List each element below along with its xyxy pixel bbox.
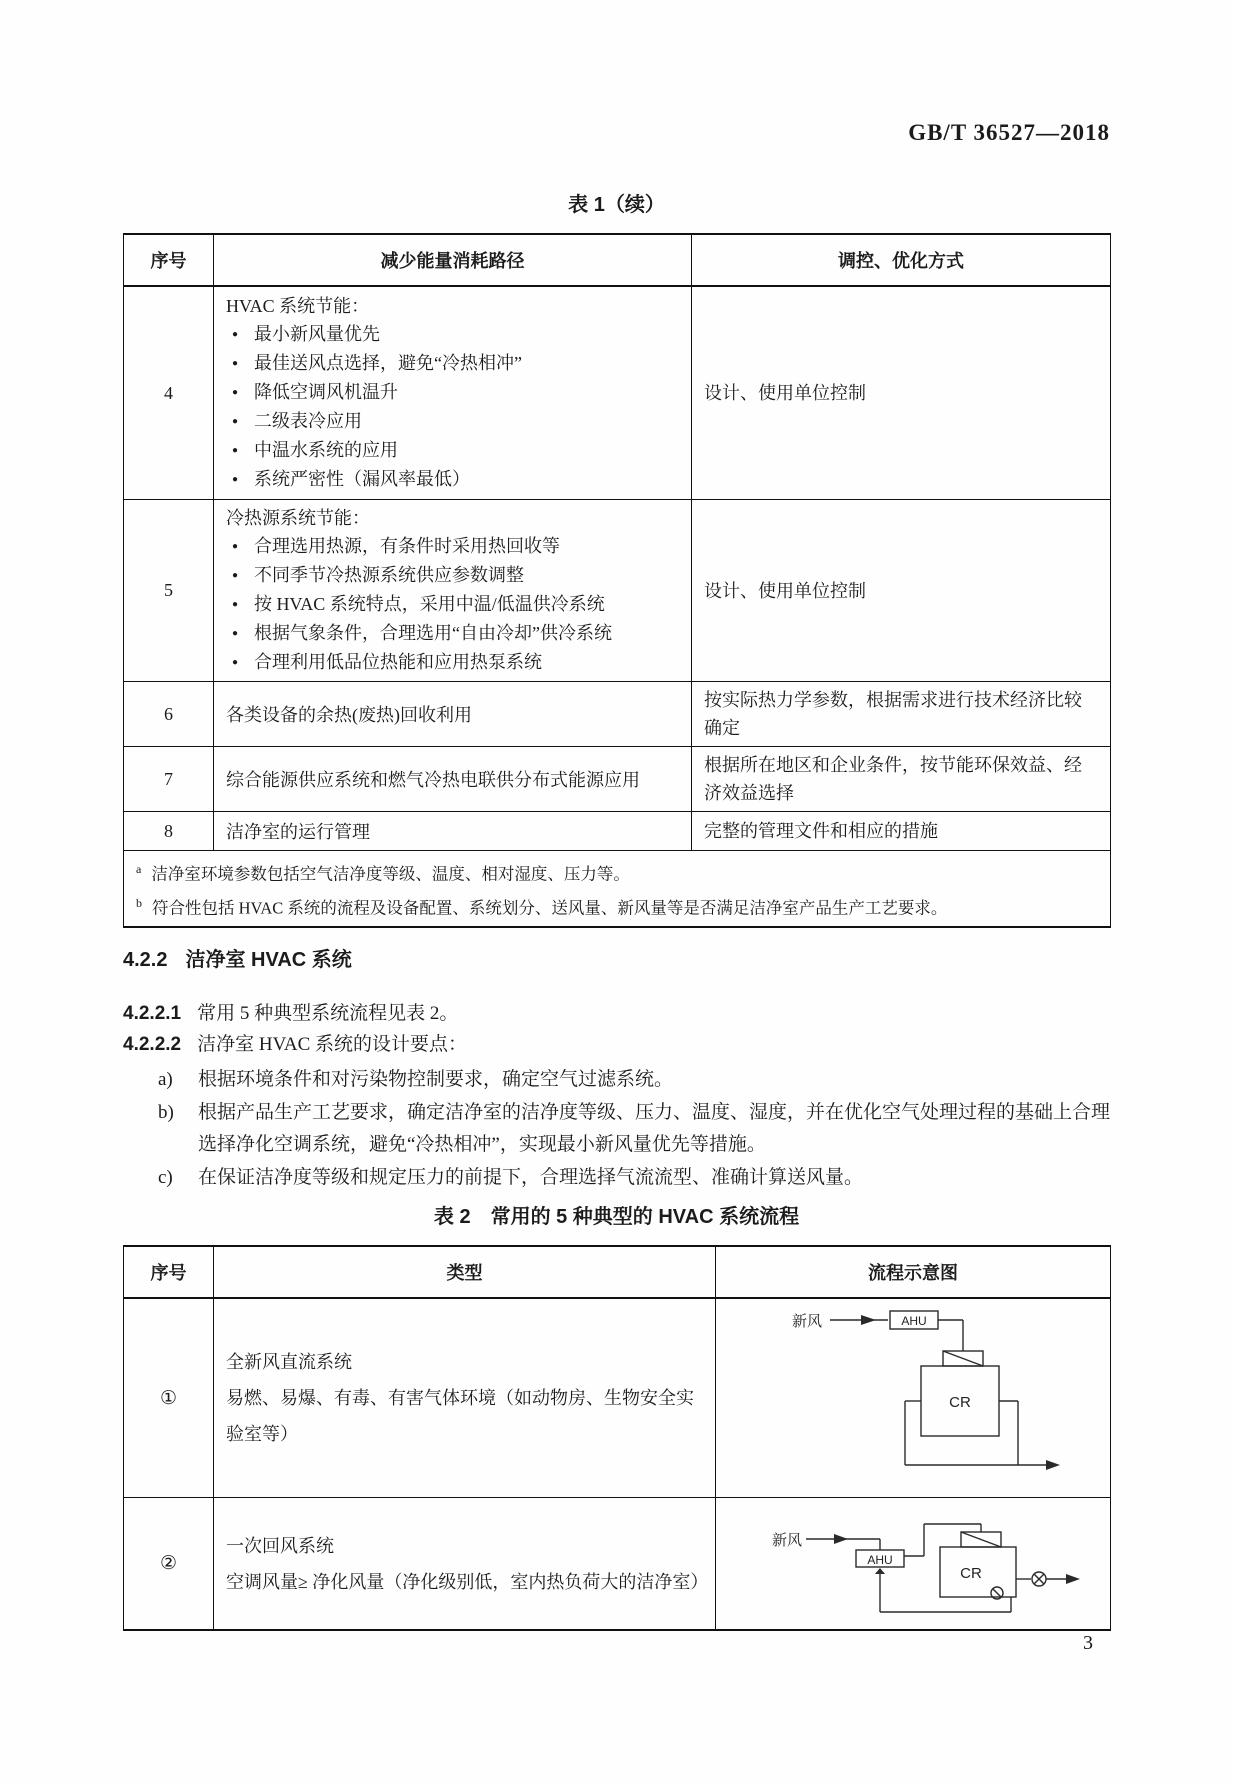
row4-path: [214, 286, 692, 500]
table-row-5: [124, 500, 1111, 682]
t2row2-type-desc: 空调风量≥ 净化风量（净化级别低，室内热负荷大的洁净室）: [226, 1571, 709, 1592]
list-text: 根据产品生产工艺要求，确定洁净室的洁净度等级、压力、温度、湿度，并在优化空气处理过程的基础上合理选择净化空调系统，避免“冷热相冲”，实现最小新风量优先等措施。: [198, 1101, 1111, 1155]
fresh-air-label: 新风: [792, 1313, 823, 1330]
table2-row-1: [124, 1298, 1111, 1498]
bullet-item: ● 系统严密性（漏风率最低）: [226, 465, 679, 494]
bullet-item: ● 最小新风量优先: [226, 320, 679, 349]
table1-continued: [123, 233, 1111, 928]
clause-number: 4.2.2.1: [123, 1003, 182, 1024]
list-item-b: [123, 1097, 1110, 1162]
bullet-item: ● 根据气象条件，合理选用“自由冷却”供冷系统: [226, 619, 679, 648]
arrowhead: [1046, 1460, 1060, 1470]
t2row1-type: [214, 1298, 716, 1498]
clause-text: 常用 5 种典型系统流程见表 2。: [197, 1003, 459, 1024]
bullet-item: ● 二级表冷应用: [226, 407, 679, 436]
row6-path: 各类设备的余热(废热)回收利用: [214, 682, 692, 747]
cleanroom-label: CR: [960, 1565, 982, 1582]
footnote-b-marker: b: [136, 895, 142, 910]
t2row2-no: ②: [124, 1498, 214, 1631]
table1-header-control: 调控、优化方式: [692, 234, 1111, 286]
t2row1-type-desc: 易燃、易爆、有毒、有害气体环境（如动物房、生物安全实验室等）: [226, 1388, 694, 1444]
fresh-air-label: 新风: [772, 1532, 803, 1549]
table1-footnote-row: [124, 851, 1111, 928]
list-marker: c): [158, 1166, 173, 1188]
clause-number: 4.2.2: [123, 949, 168, 971]
table1-header-path: 减少能量消耗路径: [214, 234, 692, 286]
list-text: 在保证洁净度等级和规定压力的前提下，合理选择气流流型、准确计算送风量。: [198, 1166, 864, 1188]
table2-header-row: [124, 1246, 1111, 1298]
footnote-a: [136, 855, 1098, 889]
t2row2-type: [214, 1498, 716, 1631]
t2row2-type-title: 一次回风系统: [226, 1535, 334, 1556]
arrowhead: [861, 1315, 876, 1325]
table2-row-2: [124, 1498, 1111, 1631]
t2row2-diagram-cell: [716, 1498, 1111, 1631]
clause-4-2-2-2: [123, 1029, 1110, 1060]
table-row-6: [124, 682, 1111, 747]
clause-text: 洁净室 HVAC 系统的设计要点：: [197, 1034, 467, 1055]
table-row-7: [124, 747, 1111, 812]
row4-control: 设计、使用单位控制: [692, 286, 1111, 500]
table1-caption: 表 1（续）: [568, 194, 665, 216]
row5-no: 5: [124, 500, 214, 682]
row6-control: 按实际热力学参数，根据需求进行技术经济比较确定: [692, 682, 1111, 747]
row8-no: 8: [124, 812, 214, 851]
bullet-item: ● 不同季节冷热源系统供应参数调整: [226, 561, 679, 590]
table1-header-no: 序号: [124, 234, 214, 286]
bullet-item: ● 按 HVAC 系统特点，采用中温/低温供冷系统: [226, 590, 679, 619]
table2-caption: 表 2 常用的 5 种典型的 HVAC 系统流程: [433, 1206, 800, 1228]
clause-title: 洁净室 HVAC 系统: [185, 949, 352, 971]
row7-path: 综合能源供应系统和燃气冷热电联供分布式能源应用: [214, 747, 692, 812]
row7-no: 7: [124, 747, 214, 812]
flow-diagram-full-fresh-air: [728, 1303, 1123, 1493]
table2-header-diagram: 流程示意图: [716, 1246, 1111, 1298]
row4-no: 4: [124, 286, 214, 500]
flow-diagram-primary-return-air: [728, 1502, 1123, 1625]
row6-no: 6: [124, 682, 214, 747]
row5-path-title: 冷热源系统节能：: [226, 508, 370, 528]
arrowhead: [875, 1568, 885, 1574]
ahu-label: AHU: [867, 1553, 893, 1567]
t2row1-no: ①: [124, 1298, 214, 1498]
table2-header-type: 类型: [214, 1246, 716, 1298]
row8-control: 完整的管理文件和相应的措施: [692, 812, 1111, 851]
design-points-list: [123, 1064, 1110, 1194]
arrowhead: [834, 1534, 848, 1544]
table-row-8: [124, 812, 1111, 851]
t2row1-type-title: 全新风直流系统: [226, 1352, 352, 1372]
row8-path: 洁净室的运行管理: [214, 812, 692, 851]
footnote-a-marker: a: [136, 862, 142, 876]
t2row1-diagram-cell: [716, 1298, 1111, 1498]
section-4-2-2-heading: [123, 943, 1110, 972]
ahu-label: AHU: [901, 1314, 927, 1328]
table2-hvac-flows: [123, 1245, 1111, 1631]
arrowhead: [1066, 1574, 1080, 1584]
table1-footnotes: [124, 851, 1111, 928]
bullet-item: ● 合理选用热源，有条件时采用热回收等: [226, 532, 679, 561]
cleanroom-label: CR: [949, 1394, 971, 1411]
bullet-item: ● 中温水系统的应用: [226, 436, 679, 465]
doc-number: GB/T 36527—2018: [908, 120, 1110, 145]
row5-control: 设计、使用单位控制: [692, 500, 1111, 682]
clause-4-2-2-1: [123, 998, 1110, 1029]
bullet-item: ● 最佳送风点选择，避免“冷热相冲”: [226, 349, 679, 378]
table2-header-no: 序号: [124, 1246, 214, 1298]
section-4-2-2: [123, 943, 1110, 1194]
footnote-b-text: 符合性包括 HVAC 系统的流程及设备配置、系统划分、送风量、新风量等是否满足洁净室产品生产工艺要求。: [152, 898, 948, 917]
clause-number: 4.2.2.2: [123, 1034, 182, 1055]
list-item-a: [123, 1064, 1110, 1097]
table1-header-row: [124, 234, 1111, 286]
table-row-4: [124, 286, 1111, 500]
list-marker: a): [158, 1069, 173, 1090]
page-number: 3: [1083, 1632, 1093, 1654]
footnote-a-text: 洁净室环境参数包括空气洁净度等级、温度、相对湿度、压力等。: [151, 864, 630, 884]
list-marker: b): [158, 1101, 174, 1123]
row4-path-title: HVAC 系统节能：: [226, 296, 370, 316]
bullet-item: ● 降低空调风机温升: [226, 378, 679, 407]
row5-path: [214, 500, 692, 682]
bullet-item: ● 合理利用低品位热能和应用热泵系统: [226, 648, 679, 677]
footnote-b: [136, 889, 1098, 923]
list-item-c: [123, 1162, 1110, 1195]
list-text: 根据环境条件和对污染物控制要求，确定空气过滤系统。: [198, 1069, 674, 1090]
row7-control: 根据所在地区和企业条件，按节能环保效益、经济效益选择: [692, 747, 1111, 812]
